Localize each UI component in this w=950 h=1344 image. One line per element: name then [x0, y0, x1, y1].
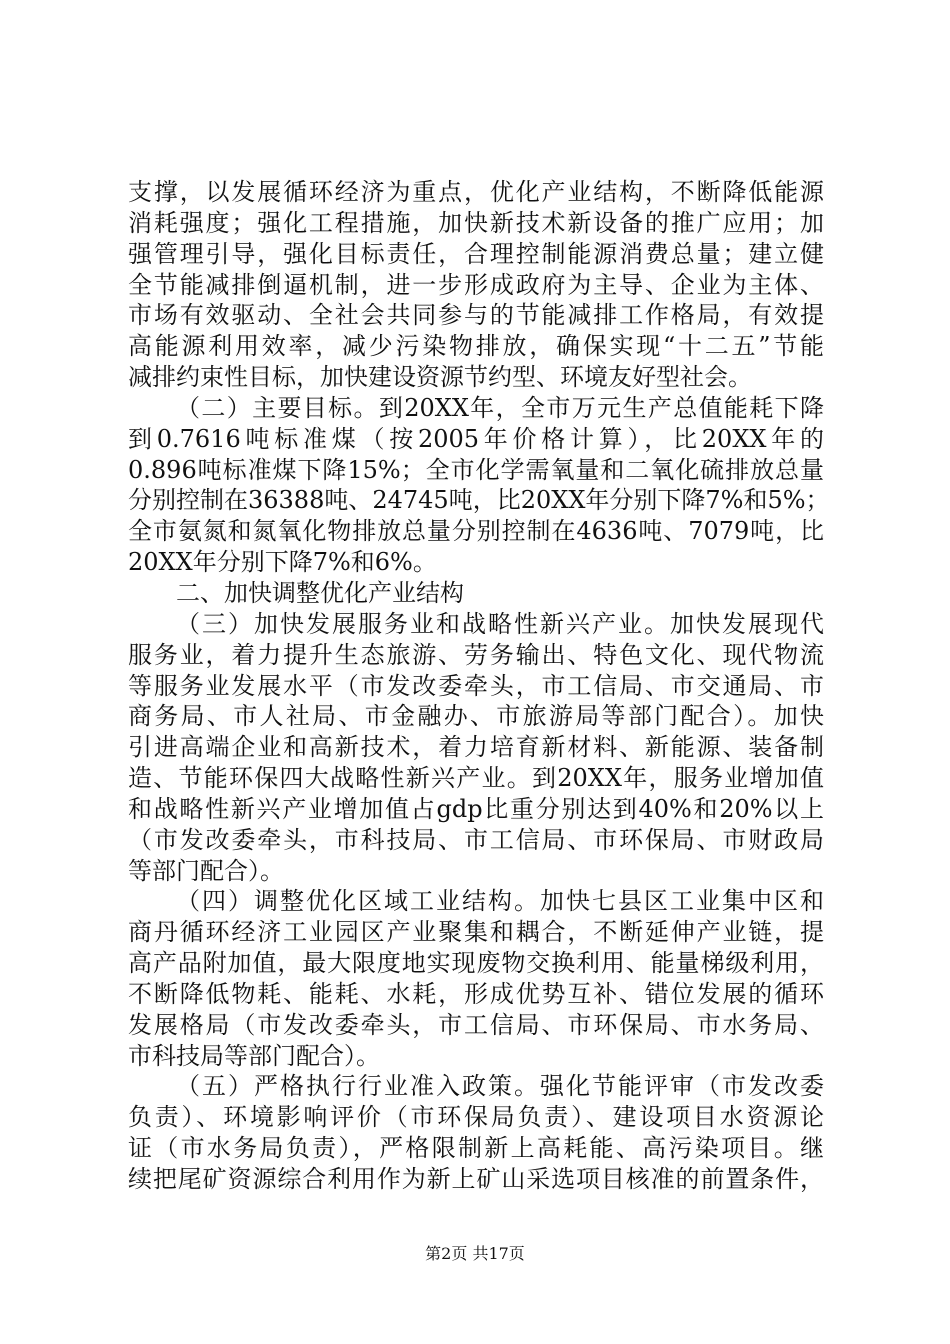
text-line: 高能源利用效率，减少污染物排放，确保实现“十二五”节能 — [128, 332, 824, 361]
text-line: 造、节能环保四大战略性新兴产业。到20XX年，服务业增加值 — [128, 764, 824, 793]
text-line: 全节能减排倒逼机制，进一步形成政府为主导、企业为主体、 — [128, 270, 824, 299]
text-line: 消耗强度；强化工程措施，加快新技术新设备的推广应用；加 — [128, 208, 824, 237]
text-line: 到0.7616吨标准煤（按2005年价格计算），比20XX年的 — [128, 424, 824, 453]
text-line: 商丹循环经济工业园区产业聚集和耦合，不断延伸产业链，提 — [128, 918, 824, 947]
page-footer: 第2页 共17页 — [425, 1244, 525, 1263]
text-line: （市发改委牵头，市科技局、市工信局、市环保局、市财政局 — [128, 825, 824, 854]
paragraph — [128, 393, 830, 578]
paragraph — [128, 886, 824, 1071]
text-line: 强管理引导，强化目标责任，合理控制能源消费总量；建立健 — [128, 239, 824, 268]
text-line: 不断降低物耗、能耗、水耗，形成优势互补、错位发展的循环 — [128, 979, 824, 1008]
text-line: 市科技局等部门配合）。 — [128, 1041, 380, 1070]
text-line: 续把尾矿资源综合利用作为新上矿山采选项目核准的前置条件， — [128, 1165, 824, 1193]
text-line: 二、加快调整优化产业结构 — [176, 578, 464, 607]
paragraph — [128, 578, 824, 609]
text-line: 负责）、环境影响评价（市环保局负责）、建设项目水资源论 — [128, 1103, 824, 1132]
document-body — [128, 177, 830, 1195]
text-line: 引进高端企业和高新技术，着力培育新材料、新能源、装备制 — [128, 733, 824, 762]
text-line: 0.896吨标准煤下降15%；全市化学需氧量和二氧化硫排放总量 — [128, 455, 824, 484]
text-line: 20XX年分别下降7%和6%。 — [128, 548, 437, 577]
text-line: （三）加快发展服务业和战略性新兴产业。加快发展现代 — [176, 609, 824, 638]
text-line: 等部门配合）。 — [128, 856, 284, 885]
text-line: 等服务业发展水平（市发改委牵头，市工信局、市交通局、市 — [128, 671, 824, 700]
text-line: 分别控制在36388吨、24745吨，比20XX年分别下降7%和5%； — [128, 486, 830, 515]
text-line: 发展格局（市发改委牵头，市工信局、市环保局、市水务局、 — [128, 1010, 824, 1039]
text-line: 全市氨氮和氮氧化物排放总量分别控制在4636吨、7079吨，比 — [128, 517, 824, 546]
text-line: 减排约束性目标，加快建设资源节约型、环境友好型社会。 — [128, 363, 752, 392]
paragraph — [128, 177, 824, 393]
text-line: 和战略性新兴产业增加值占gdp比重分别达到40%和20%以上 — [128, 794, 824, 823]
text-line: （二）主要目标。到20XX年，全市万元生产总值能耗下降 — [176, 393, 824, 422]
text-line: （四）调整优化区域工业结构。加快七县区工业集中区和 — [176, 887, 824, 916]
text-line: 服务业，着力提升生态旅游、劳务输出、特色文化、现代物流 — [128, 640, 824, 669]
text-line: 市场有效驱动、全社会共同参与的节能减排工作格局，有效提 — [128, 301, 824, 330]
text-line: 高产品附加值，最大限度地实现废物交换利用、能量梯级利用， — [128, 949, 824, 978]
paragraph — [128, 609, 824, 887]
text-line: 商务局、市人社局、市金融办、市旅游局等部门配合）。加快 — [128, 702, 824, 731]
text-line: （五）严格执行行业准入政策。强化节能评审（市发改委 — [176, 1072, 824, 1101]
text-line: 证（市水务局负责），严格限制新上高耗能、高污染项目。继 — [128, 1134, 824, 1163]
text-line: 支撑，以发展循环经济为重点，优化产业结构，不断降低能源 — [128, 178, 824, 206]
paragraph — [128, 1071, 824, 1194]
